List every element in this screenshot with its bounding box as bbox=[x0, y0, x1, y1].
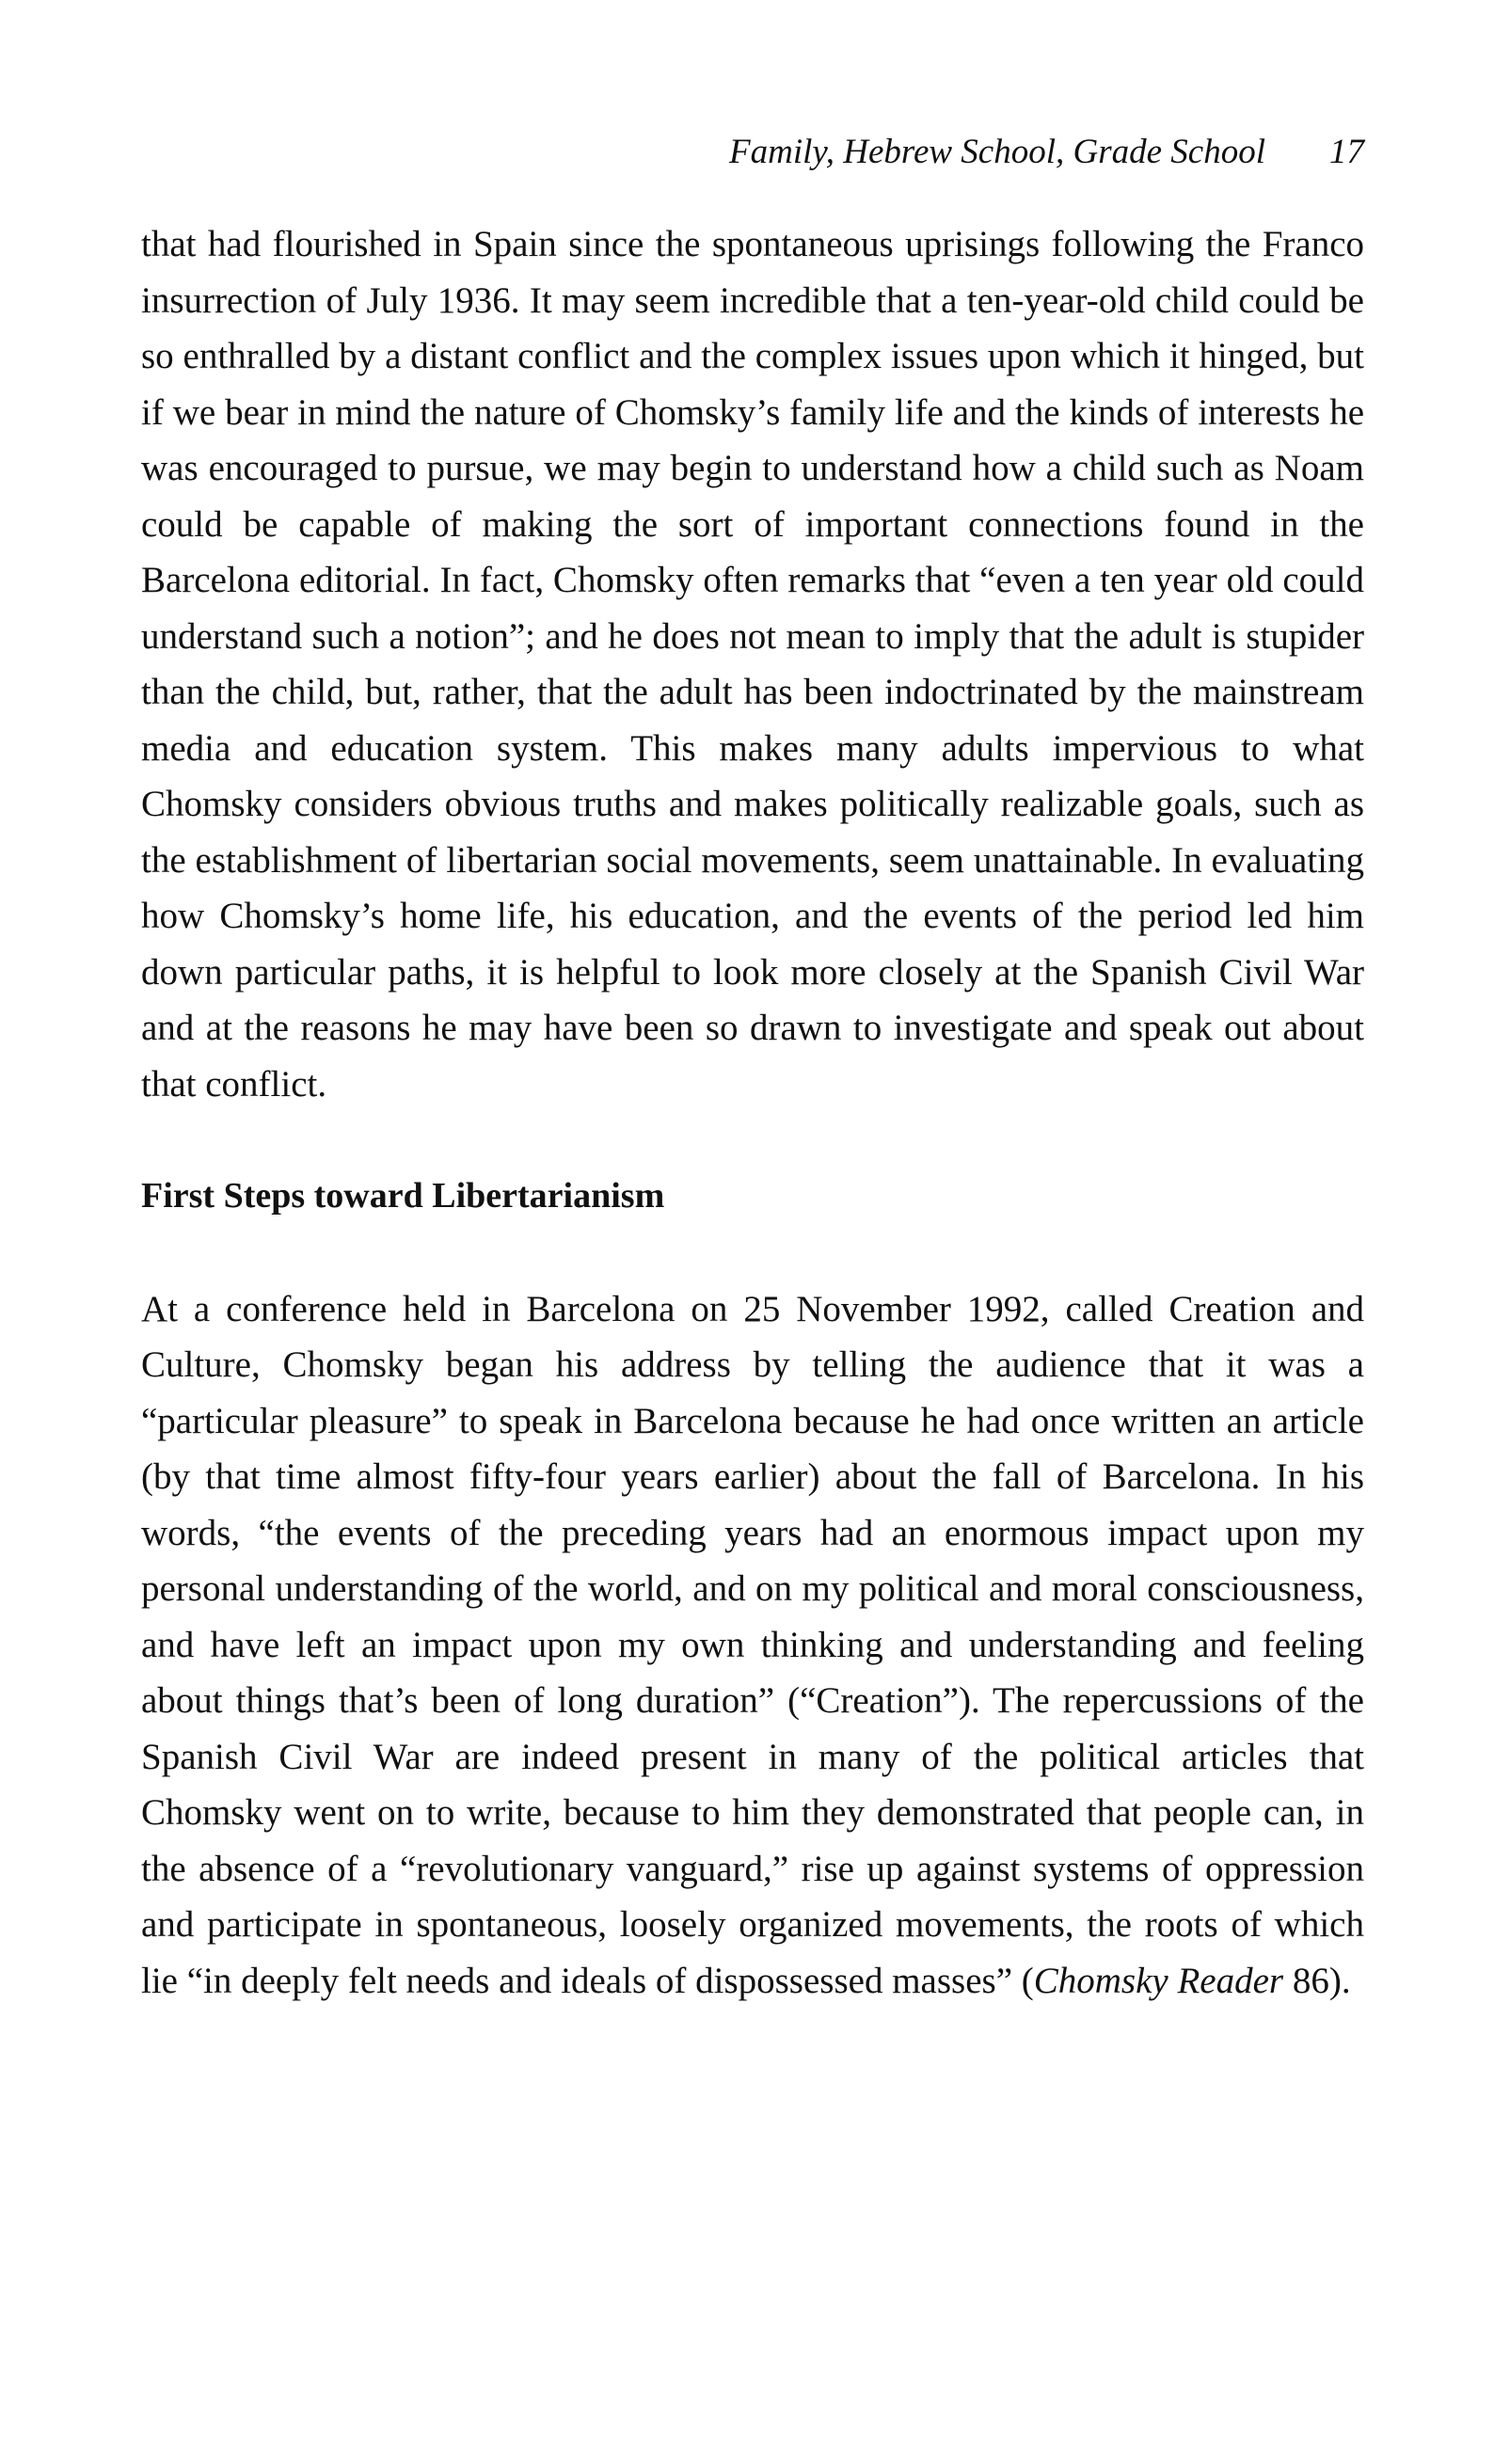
paragraph-2 bbox=[141, 1281, 1364, 2010]
running-head-title: Family, Hebrew School, Grade School bbox=[729, 133, 1265, 171]
paragraph-2-text: At a conference held in Barcelona on 25 November 1992, called Creation and Culture, Chomsky began his address by telling the audience that it was a “particular pleasure” to speak in Barcelona because he had once written an article (by that time almost fifty-four years earlier) about the fall of Barcelona. In his words, “the events of the preceding years had an enormous impact upon my personal understanding of the world, and on my political and moral consciousness, and have left an impact upon my own thinking and understanding and feeling about things that’s been of long duration” (“Creation”). The repercussions of the Spanish Civil War are indeed present in many of the political articles that Chomsky went on to write, because to him they demonstrated that people can, in the absence of a “revolutionary vanguard,” rise up against systems of oppression and participate in spontaneous, loosely organized movements, the roots of which lie “in deeply felt needs and ideals of dispossessed masses” ( bbox=[141, 1288, 1364, 2001]
book-page bbox=[141, 132, 1364, 2009]
section-heading: First Steps toward Libertarianism bbox=[141, 1176, 665, 1216]
citation-title: Chomsky Reader bbox=[1033, 1960, 1284, 2001]
page-number: 17 bbox=[1329, 133, 1364, 171]
body-text bbox=[141, 216, 1364, 2009]
citation-tail: 86). bbox=[1283, 1960, 1351, 2001]
running-head bbox=[141, 132, 1364, 188]
paragraph-1: that had flourished in Spain since the spontaneous uprisings following the Franco insurrection of July 1936. It may seem incredible that a ten-year-old child could be so enthralled by a distant conflict and the complex issues upon which it hinged, but if we bear in mind the nature of Chomsky’s family life and the kinds of interests he was encouraged to pursue, we may begin to understand how a child such as Noam could be capable of making the sort of important connections found in the Barcelona editorial. In fact, Chomsky often remarks that “even a ten year old could understand such a notion”; and he does not mean to imply that the adult is stupider than the child, but, rather, that the adult has been indoctrinated by the mainstream media and education system. This makes many adults impervious to what Chomsky considers obvious truths and makes politically realizable goals, such as the establishment of libertarian social movements, seem unattainable. In evaluating how Chomsky’s home life, his education, and the events of the period led him down particular paths, it is helpful to look more closely at the Spanish Civil War and at the reasons he may have been so drawn to investigate and speak out about that conflict. bbox=[141, 224, 1364, 1105]
